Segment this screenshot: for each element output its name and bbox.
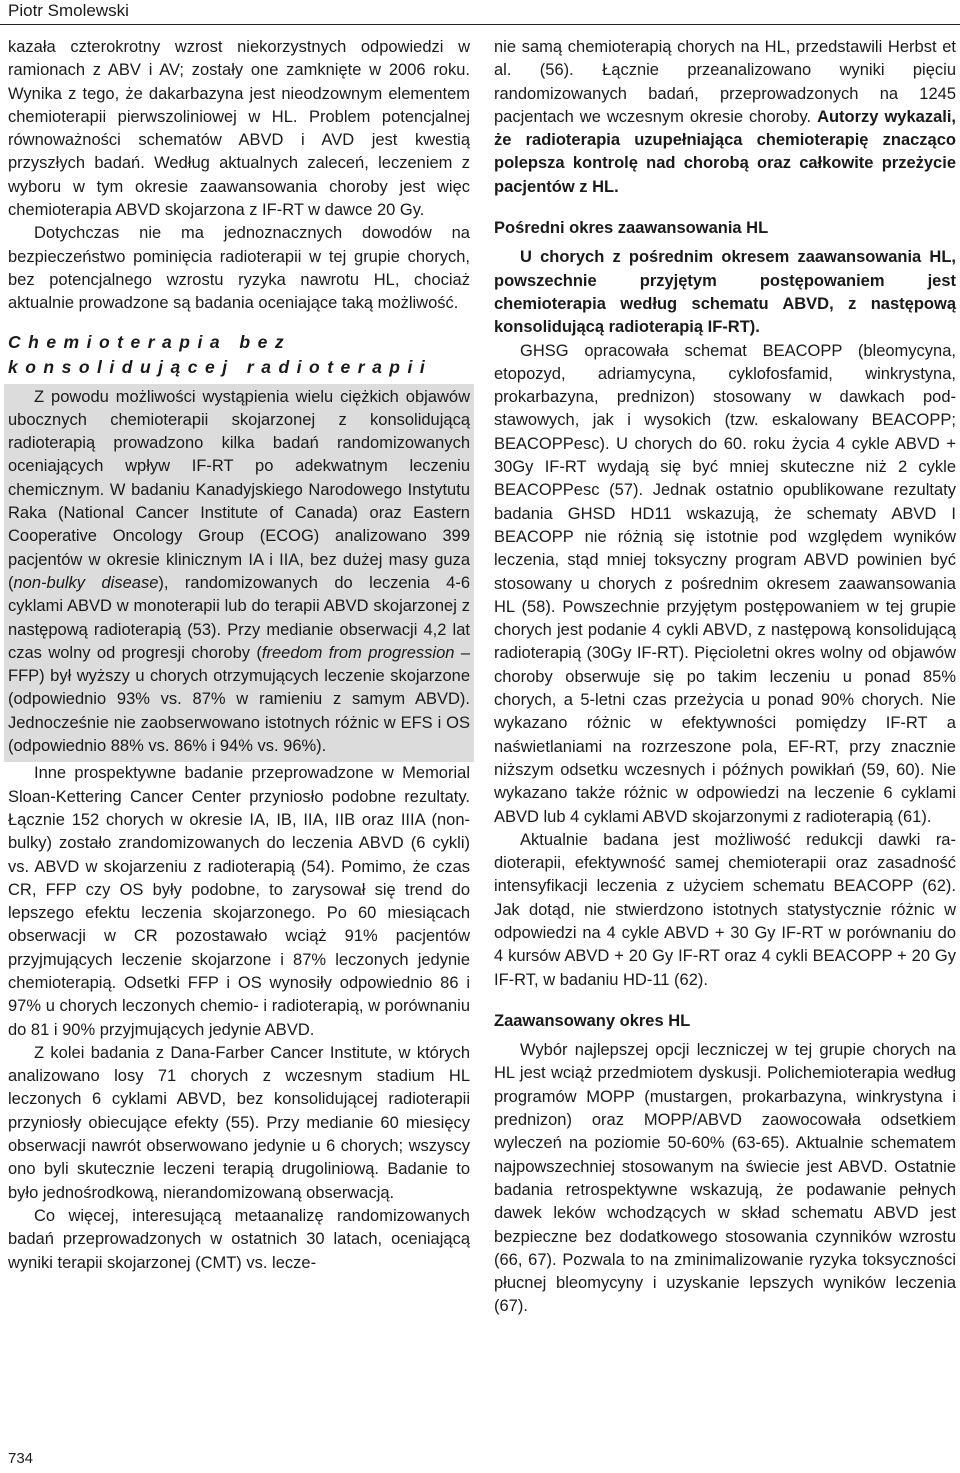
header-rule [0,24,960,25]
highlighted-paragraph [8,386,470,759]
paragraph: Wybór najlepszej opcji leczniczej w tej grupie chorych na HL jest wciąż przedmiotem dyskusji. Polichemioterapia według programów MOPP (mustargen, prokarbazyna, winkrystyna i prednizon) oraz MOPP/ABVD zaowocowała odsetkiem wyleczeń na poziomie 50-60% (63-65). Aktualnie schematem najpowszechniej stosowanym na świecie jest ABVD. Ostatnie badania retrospektywne wskazują, że podawanie pełnych dawek leków wchodzących w skład schematu ABVD jest bezpieczne bez dodatkowego stosowania czynników wzrostu (66, 67). Pozwala to na zminimalizowanie ryzyka toksyczności płucnej bleomycyny i uzyskanie lepszych wyników leczenia (67). [494,1041,956,1316]
section-title: Chemioterapia bez konsolidującej radioterapii [8,331,433,377]
bold-paragraph: U chorych z pośrednim okresem zaawansowania HL, powszechnie przyjętym postępowaniem jest chemioterapia według schematu ABVD, z następową konsolidującą radioterapią IF-RT). [494,248,956,337]
highlighted-box [4,384,474,763]
italic-term: freedom from progression [261,643,455,662]
page-number: 734 [8,1450,34,1467]
paragraph: GHSG opracowała schemat BEACOPP (bleomycyna, etopozyd, adriamycyna, cyklofosfamid, winkrystyna, prokarbazyna, prednizon) stosowany w dawkach podstawowych, jak i wysokich (tzw. eskalowany BEACOPP; BEACOPPesc). U chorych do 60. roku życia 4 cykle ABVD + 30Gy IF-RT wydają się być mniej skuteczne niż 2 cykle BEACOPPesc (57). Jednak ostatnio opublikowane rezultaty badania GHSD HD11 wskazują, że schematy ABVD I BEACOPP nie różnią się istotnie pod względem wyników leczenia, stąd mniej toksyczny program ABVD powinien być stosowany u chorych z pośrednim okresem zaawansowania HL (58). Powszechnie przyjętym postępowaniem w tej grupie chorych jest podanie 4 cykli ABVD, z następową konsolidującą radioterapią (30Gy IF-RT). Pięcioletni okres wolny od objawów choroby obserwuje się po takim leczeniu u ponad 85% chorych, a 5-letni czas przeżycia u ponad 90% chorych. Nie wykazano różnic w efektywności pomiędzy IF-RT a naświetlaniami na rozrzeszone pola, EF-RT, przy znacznie niższym odsetku wczesnych i późnych powikłań (59, 60). Nie wykazano także różnic w odpowiedzi na leczenie 6 cyklami ABVD lub 4 cyklami ABVD skojarzonymi z radioterapią (61). [494,341,956,826]
paragraph: Co więcej, interesującą metaanalizę randomizowanych badań przeprowadzonych w ostatnich 30 latach, oceniającą wyniki terapii skojarzonej (CMT) vs. lecze- [8,1206,470,1272]
right-column [494,36,956,1319]
italic-term: non-bulky disease [13,573,159,592]
text-run: nie samą chemioterapią chorych na HL, przedstawili Herbst et al. (56). Łącznie przeanalizowano wyniki pięciu randomizowanych badań, przeprowadzonych na 1245 pacjentach we wczesnym okresie choroby. [494,38,956,126]
text-run: – FFP) był wyższy u chorych otrzymujących leczenie skojarzone (odpowiednio 93% vs. 87% w ramieniu z samym ABVD). Jednocześnie nie zaobserwowano istotnych różnic w EFS i OS (odpowiednio 88% vs. 86% i 94% vs. 96%). [8,643,470,756]
text-run: ), randomizowanych do leczenia 4-6 cyklami ABVD w monoterapii lub do terapii ABVD skojarzonej z następową radioterapią (53). Przy medianie obserwacji 4,2 lat czas wolny od progresji choroby ( [8,573,470,662]
subsection-heading: Pośredni okres zaawansowania HL [494,219,769,238]
subsection-heading: Zaawansowany okres HL [494,1011,691,1030]
paragraph [494,36,956,199]
paragraph: Dotychczas nie ma jednoznacznych dowodów na bezpieczeństwo pominięcia radioterapii w tej grupie chorych, bez potencjalnego wzrostu ryzyka nawrotu HL, chociaż aktualnie prowadzone są badania oceniające taką możliwość. [8,224,470,313]
bold-conclusion: Autorzy wykazali, że radioterapia uzupełniająca chemioterapię znacząco polepsza kontrolę nad chorobą oraz całkowite przeżycie pacjentów z HL. [494,107,956,196]
running-header-author: Piotr Smolewski [8,1,129,20]
paragraph: Aktualnie badana jest możliwość redukcji dawki radioterapii, efektywność samej chemioterapii oraz zasadność intensyfikacji leczenia z użyciem schematu BEACOPP (62). Jak dotąd, nie stwierdzono istotnych statystycznie różnic w odpowiedzi na 4 cykle ABVD + 30 Gy IF-RT w porównaniu do 4 kursów ABVD + 20 Gy IF-RT oraz 4 cykli BEACOPP + 20 Gy IF-RT, w badaniu HD-11 (62). [494,830,956,989]
paragraph: Z kolei badania z Dana-Farber Cancer Institute, w których analizowano losy 71 chorych z wczesnym stadium HL leczonych 6 cyklami ABVD, bez konsolidującej radioterapii przyniosły obiecujące efekty (55). Przy medianie 60 miesięcy obserwacji nawrót obserwowano jedynie u 6 chorych; wszyscy ono byli skutecznie leczeni terapią drugoliniową. Badanie to było jednośrodkową, nierandomizowaną obserwacją. [8,1043,470,1202]
text-run: Z powodu możliwości wystąpienia wielu ciężkich objawów ubocznych chemioterapii skojarzonej z konsolidującą radioterapią prowadzono kilka badań randomizowanych oceniających wpływ IF-RT po adekwatnym leczeniu chemicznym. W badaniu Kanadyjskiego Narodowego Instytutu Raka (National Cancer Institute of Canada) oraz Eastern Cooperative Oncology Group (ECOG) analizowano 399 pacjentów w okresie klinicznym IA i IIA, bez dużej masy guza ( [8,387,470,592]
left-column [8,36,470,1275]
paragraph: Inne prospektywne badanie przeprowadzone w Memorial Sloan-Kettering Cancer Center przyniosło podobne rezultaty. Łącznie 152 chorych w okresie IA, IB, IIA, IIB oraz IIIA (non-bulky) zostało zrandomizowanych do leczenia ABVD (6 cykli) vs. ABVD w skojarzeniu z radioterapią (54). Pomimo, że czas CR, FFP czy OS były podobne, to zarysował się trend do lepszego efektu leczenia skojarzonego. Po 60 miesiącach obserwacji w CR pozostawało wciąż 91% pacjentów przyjmujących leczenie skojarzone i 87% leczonych jedynie chemioterapią. Odsetki FFP i OS wynosiły odpowiednio 86 i 97% u chorych leczonych chemio- i radioterapią, w porównaniu do 81 i 90% przyjmujących jedynie ABVD. [8,764,470,1039]
paragraph: kazała czterokrotny wzrost niekorzystnych odpowiedzi w ramionach z ABV i AV; zostały one zamknięte w 2006 roku. Wynika z tego, że dakarbazyna jest nieodzownym elementem chemioterapii pierwszoliniowej w HL. Problem potencjalnej równoważności schematów ABVD i AVD jest kwestią przyszłych badań. Według aktualnych zaleceń, leczeniem z wyboru w tym okresie zaawansowania choroby jest więc chemioterapia ABVD skojarzona z IF-RT w dawce 20 Gy. [8,38,470,220]
